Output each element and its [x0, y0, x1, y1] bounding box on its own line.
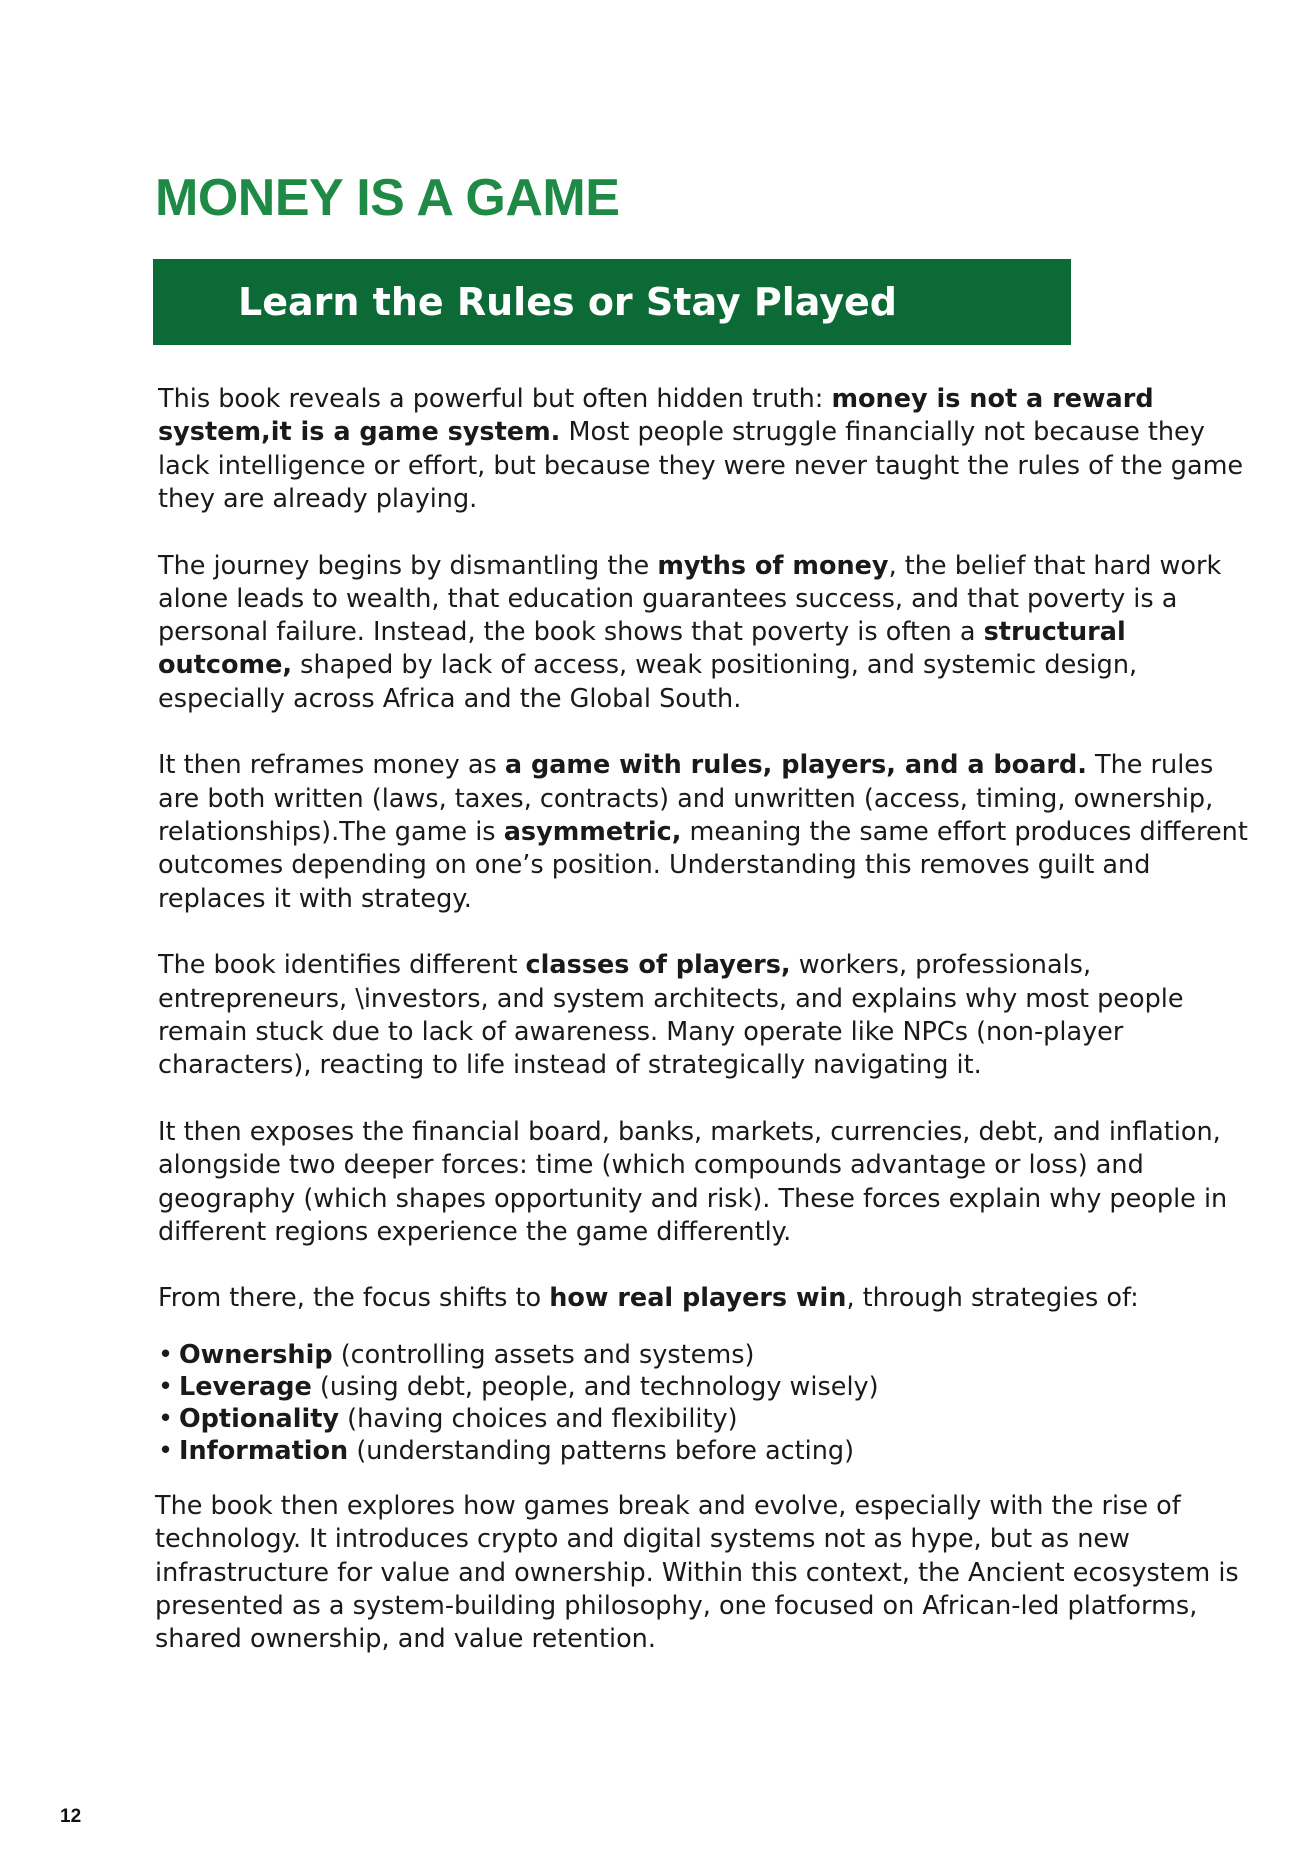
emphasis: how real players win — [549, 1283, 847, 1314]
list-item: • Information (understanding patterns before acting) — [158, 1436, 855, 1467]
paragraph-rules: It then reframes money as a game with rules, players, and a board. The rules are both written (laws, taxes, contracts) and unwritten (access, timing, ownership, relationships).The game is asymmetric, meaning the same effort produces different outcomes depending on one’s position. Understanding this removes guilt and replaces it with strategy. — [158, 750, 1248, 914]
emphasis: a game with rules, players, and a board. — [504, 750, 1087, 781]
bullet-icon: • — [158, 1436, 174, 1467]
list-item: • Leverage (using debt, people, and technology wisely) — [158, 1372, 879, 1403]
subtitle-text: Learn the Rules or Stay Played — [238, 280, 898, 324]
paragraph-strategies: From there, the focus shifts to how real players win, through strategies of: — [158, 1283, 1139, 1314]
emphasis: structural outcome, — [158, 617, 1126, 681]
list-item: • Optionality (having choices and flexibility) — [158, 1404, 738, 1435]
bullet-icon: • — [158, 1340, 174, 1371]
list-item: • Ownership (controlling assets and systems) — [158, 1340, 755, 1371]
subtitle-banner — [153, 259, 1071, 345]
page-title: MONEY IS A GAME — [155, 169, 620, 227]
paragraph-evolution: The book then explores how games break and evolve, especially with the rise of technology. It introduces crypto and digital systems not as hype, but as new infrastructure for value and ownership. Within this context, the Ancient ecosystem is presented as a system-building philosophy, one focused on African-led platforms, shared ownership, and value retention. — [155, 1491, 1239, 1655]
emphasis: asymmetric, — [503, 817, 682, 848]
bullet-icon: • — [158, 1372, 174, 1403]
strategy-list — [158, 1339, 1248, 1467]
emphasis: classes of players, — [525, 950, 791, 981]
bullet-icon: • — [158, 1404, 174, 1435]
paragraph-intro: This book reveals a powerful but often hidden truth: money is not a reward system,it is a game system. Most people struggle financially not because they lack intelligence or effort, but because they were never taught the rules of the game they are already playing. — [158, 384, 1244, 514]
paragraph-myths: The journey begins by dismantling the myths of money, the belief that hard work alone leads to wealth, that education guarantees success, and that poverty is a personal failure. Instead, the book shows that poverty is often a structural outcome, shaped by lack of access, weak positioning, and systemic design, especially across Africa and the Global South. — [158, 550, 1222, 714]
paragraph-board: It then exposes the financial board, banks, markets, currencies, debt, and inflation, alongside two deeper forces: time (which compounds advantage or loss) and geography (which shapes opportunity and risk). These forces explain why people in different regions experience the game differently. — [158, 1116, 1228, 1247]
page-number: 12 — [60, 1806, 82, 1827]
paragraph-players: The book identifies different classes of players, workers, professionals, entrepreneurs, \investors, and system architects, and explains why most people remain stuck due to lack of awareness. Many operate like NPCs (non-player characters), reacting to life instead of strategically navigating it. — [158, 950, 1184, 1081]
body-text — [155, 383, 1248, 1690]
emphasis: money is not a reward system,it is a game system. — [158, 384, 1154, 448]
emphasis: myths of money — [657, 550, 889, 581]
